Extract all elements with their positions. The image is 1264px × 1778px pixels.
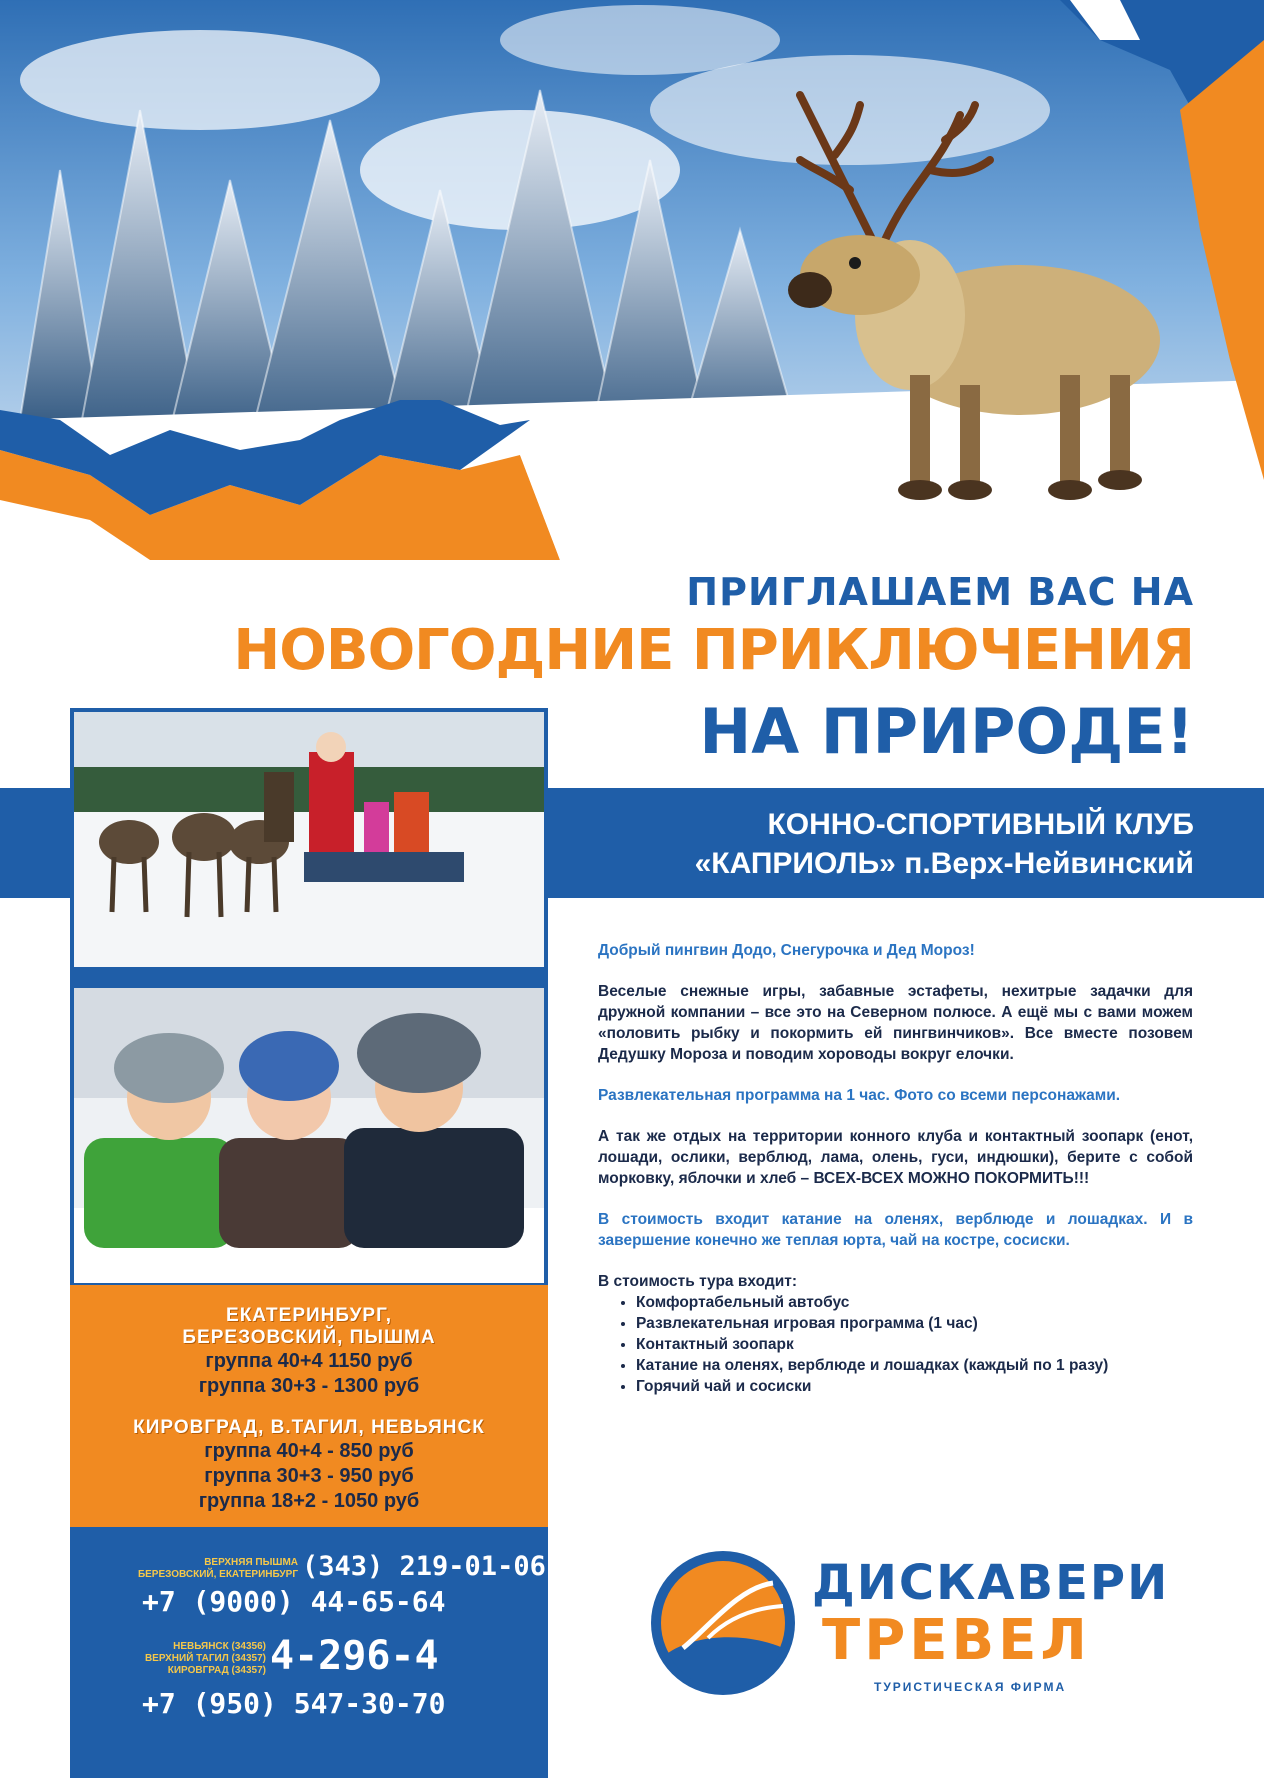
headline-nature: НА ПРИРОДЕ!	[699, 695, 1194, 768]
contact-phone2[interactable]: 4-296-4	[270, 1633, 439, 1679]
included-list	[598, 1292, 1193, 1397]
description-rides: В стоимость входит катание на оленях, верблюде и лошадках. И в завершение конечно же теплая юрта, чай на костре, сосиски.	[598, 1211, 1193, 1249]
logo-tagline: ТУРИСТИЧЕСКАЯ ФИРМА	[874, 1680, 1067, 1694]
contact-label2c: КИРОВГРАД (34357)	[167, 1665, 266, 1676]
price-city1-line2: БЕРЕЗОВСКИЙ, ПЫШМА	[182, 1327, 436, 1348]
list-item: • Комфортабельный автобус	[636, 1292, 1193, 1313]
club-name-line2: «КАПРИОЛЬ» п.Верх-Нейвинский	[694, 847, 1194, 880]
price-city1-line1: ЕКАТЕРИНБУРГ,	[226, 1305, 392, 1326]
contact-phone1[interactable]: (343) 219-01-06	[302, 1551, 546, 1582]
logo-text-line1: ДИСКАВЕРИ	[812, 1555, 1170, 1611]
list-item: • Катание на оленях, верблюде и лошадках (каждый по 1 разу)	[636, 1355, 1193, 1376]
price-group1a: группа 40+4 1150 руб	[205, 1350, 413, 1372]
logo-text-line2: ТРЕВЕЛ	[822, 1608, 1091, 1673]
description-text	[598, 940, 1193, 1397]
price-city2: КИРОВГРАД, В.ТАГИЛ, НЕВЬЯНСК	[133, 1417, 485, 1438]
price-group2b: группа 30+3 - 950 руб	[204, 1465, 414, 1487]
description-intro: Добрый пингвин Додо, Снегурочка и Дед Мороз!	[598, 942, 975, 959]
contact-mobile2[interactable]: +7 (950) 547-30-70	[142, 1687, 446, 1720]
headline-invite: ПРИГЛАШАЕМ ВАС НА	[686, 570, 1194, 614]
contact-label2b: ВЕРХНИЙ ТАГИЛ (34357)	[144, 1653, 266, 1664]
photo-kids-in-snow	[74, 988, 544, 1283]
description-games: Веселые снежные игры, забавные эстафеты, нехитрые задачки для дружной компании – все это на Северном полюсе. А ещё мы с вами можем «половить рыбку и покормить ей пингвинчиков». Все вместе позовем Дедушку Мороза и поводим хороводы вокруг елочки.	[598, 983, 1193, 1063]
contact-label1b: БЕРЕЗОВСКИЙ, ЕКАТЕРИНБУРГ	[137, 1569, 298, 1580]
list-item: • Контактный зоопарк	[636, 1334, 1193, 1355]
club-name-line1: КОННО-СПОРТИВНЫЙ КЛУБ	[767, 808, 1194, 841]
description-zoo: А так же отдых на территории конного клуба и контактный зоопарк (енот, лошади, ослики, верблюд, лама, олень, гуси, индюшки), берите с собой морковку, яблочки и хлеб – ВСЕХ-ВСЕХ МОЖНО ПОКОРМИТЬ!!!	[598, 1128, 1193, 1187]
contact-label2a: НЕВЬЯНСК (34356)	[173, 1641, 266, 1652]
headline-adventures: НОВОГОДНИЕ ПРИКЛЮЧЕНИЯ	[233, 618, 1194, 683]
reindeer-illustration	[760, 75, 1210, 525]
list-item: • Развлекательная игровая программа (1 час)	[636, 1313, 1193, 1334]
price-group1b: группа 30+3 - 1300 руб	[198, 1375, 420, 1397]
price-group2c: группа 18+2 - 1050 руб	[198, 1490, 420, 1512]
description-program: Развлекательная программа на 1 час. Фото со всеми персонажами.	[598, 1087, 1121, 1104]
price-box	[70, 1285, 548, 1527]
contacts-box	[70, 1527, 548, 1778]
contact-mobile1[interactable]: +7 (9000) 44-65-64	[142, 1585, 446, 1618]
included-list-title: В стоимость тура входит:	[598, 1273, 798, 1290]
photo-reindeer-sleigh	[74, 712, 544, 967]
list-item: • Горячий чай и сосиски	[636, 1376, 1193, 1397]
discovery-travel-logo-icon	[648, 1548, 798, 1698]
price-group2a: группа 40+4 - 850 руб	[204, 1440, 414, 1462]
contact-label1a: ВЕРХНЯЯ ПЫШМА	[204, 1557, 298, 1568]
